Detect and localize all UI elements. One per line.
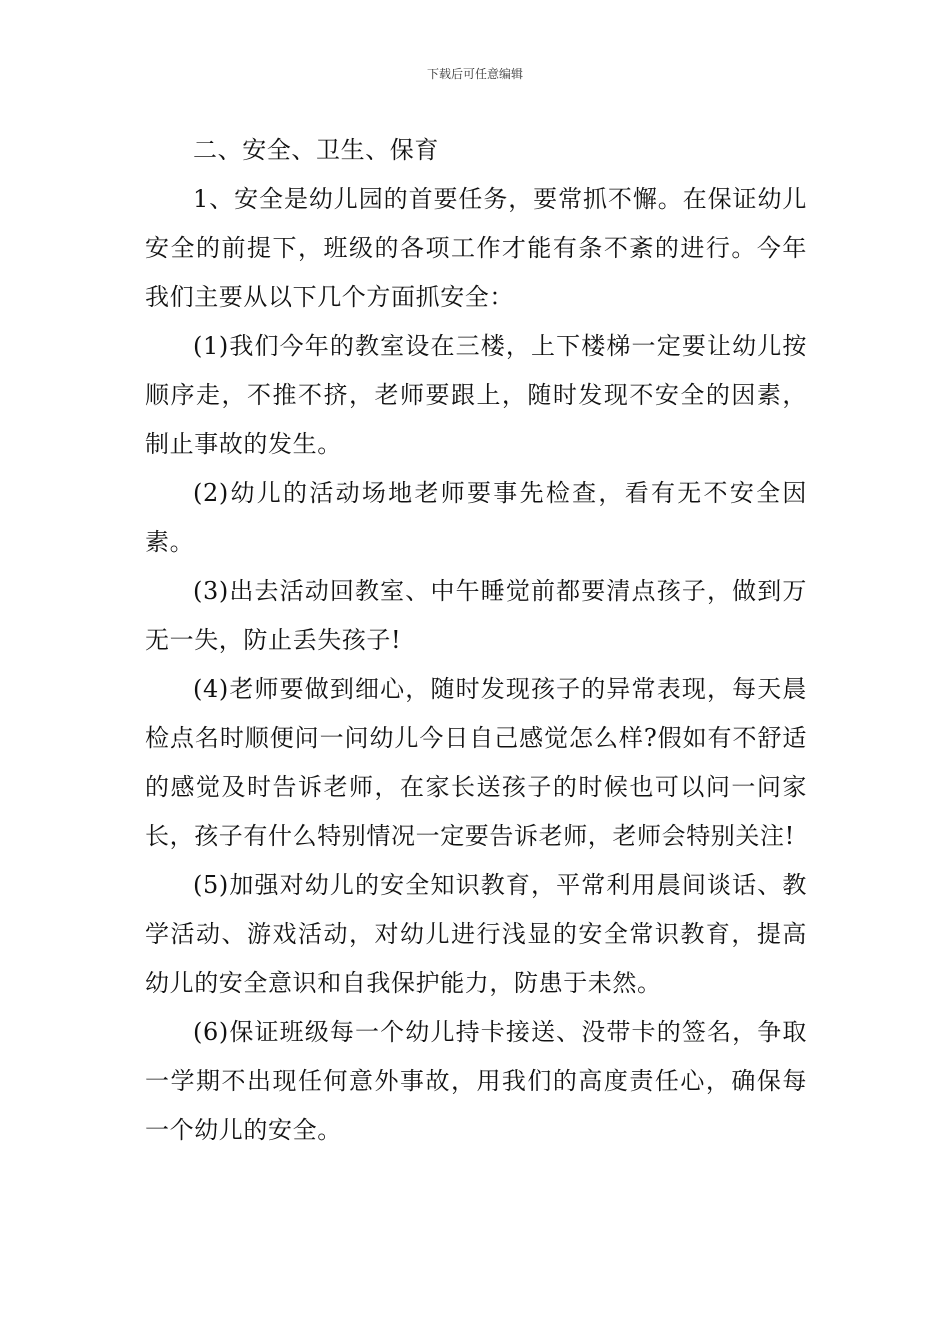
paragraph-item-3: (3)出去活动回教室、中午睡觉前都要清点孩子，做到万无一失，防止丢失孩子! (145, 577, 807, 654)
paragraph-item-5: (5)加强对幼儿的安全知识教育，平常利用晨间谈话、教学活动、游戏活动，对幼儿进行浅显的安全常识教育，提高幼儿的安全意识和自我保护能力，防患于未然。 (145, 871, 807, 997)
paragraph-item-1: (1)我们今年的教室设在三楼，上下楼梯一定要让幼儿按顺序走，不推不挤，老师要跟上，随时发现不安全的因素，制止事故的发生。 (145, 332, 807, 458)
paragraph-item-4: (4)老师要做到细心，随时发现孩子的异常表现，每天晨检点名时顺便问一问幼儿今日自己感觉怎么样?假如有不舒适的感觉及时告诉老师，在家长送孩子的时候也可以问一问家长，孩子有什么特别情况一定要告诉老师，老师会特别关注! (145, 675, 807, 850)
paragraph-item-6: (6)保证班级每一个幼儿持卡接送、没带卡的签名，争取一学期不出现任何意外事故，用我们的高度责任心，确保每一个幼儿的安全。 (145, 1018, 807, 1144)
section-heading: 二、安全、卫生、保育 (193, 136, 439, 164)
paragraph-item-2: (2)幼儿的活动场地老师要事先检查，看有无不安全因素。 (145, 479, 807, 556)
document-body (145, 126, 807, 1155)
page-header: 下载后可任意编辑 (426, 67, 523, 81)
paragraph-safety-intro: 1、安全是幼儿园的首要任务，要常抓不懈。在保证幼儿安全的前提下，班级的各项工作才能有条不紊的进行。今年我们主要从以下几个方面抓安全： (145, 185, 807, 311)
